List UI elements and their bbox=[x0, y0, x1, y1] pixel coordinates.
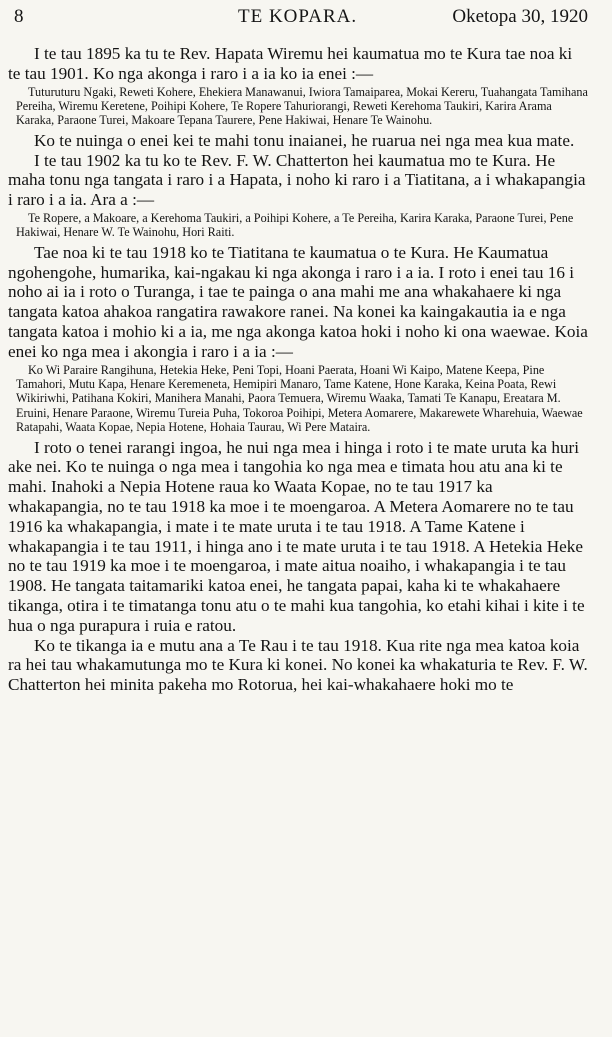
article-body bbox=[8, 44, 588, 695]
names-list-chatterton: Ko Wi Paraire Rangihuna, Hetekia Heke, Peni Topi, Hoani Paerata, Hoani Wi Kaipo, Matene Keepa, Pine Tamahori, Mutu Kapa, Henare Keremeneta, Hemipiri Manaro, Tame Katene, Hone Karaka, Keina Poata, Rewi Wikiriwhi, Patihana Kokiri, Manihera Manahi, Paora Temuera, Wiremu Waaka, Tamati Te Kanapu, Ereatara M. Eruini, Henare Paraone, Wiremu Tureia Puha, Tokoroa Poihipi, Metera Aomarere, Makarewete Wharehuia, Waewae Ratapahi, Waata Kopae, Nepia Hotene, Hohaia Taurau, Wi Pere Mataira. bbox=[16, 362, 583, 435]
paragraph-1918: Tae noa ki te tau 1918 ko te Tiatitana te kaumatua o te Kura. He Kaumatua ngohengohe, humarika, kai-ngakau ki nga akonga i raro i a ia. I roto i enei tau 16 i noho ai ia i roto o Turanga, i tae te painga o ana mahi me ana whakahaere ki nga tangata katoa ahakoa rangatira rawakore ranei. Na konei ka kaingakautia ia e nga tangata katoa i mohio ki a ia, me nga akonga katoa hoki i noho ki ona waewae. Koia enei ko nga mea i akongia i raro i a ia :— bbox=[8, 242, 588, 361]
paragraph-survivors: Ko te nuinga o enei kei te mahi tonu inaianei, he ruarua nei nga mea kua mate. bbox=[34, 130, 575, 150]
paragraph-epidemic: I roto o tenei rarangi ingoa, he nui nga mea i hinga i roto i te mate uruta ka huri ake nei. Ko te nuinga o nga mea i tangohia ko nga mea e timata hou atu ana ki te mahi. Inahoki a Nepia Hotene raua ko Waata Kopae, no te tau 1917 ka whakapangia, no te tau 1918 ka moe i te moengaroa. A Metera Aomarere no te tau 1916 ka whakapangia, i mate i te mate uruta i te tau 1918. A Tame Katene i whakapangia i te tau 1911, i hinga ano i te mate uruta i te tau 1918. A Hetekia Heke no te tau 1919 ka moe i te moengaroa, i mate aitua noaiho, i whakapangia i te tau 1908. He tangata taitamariki katoa enei, he tangata papai, kaha ki te whakahaere tikanga, otira i te timatanga tonu atu o te mahi kua tangohia, ko etahi kihai i kite i te hua o nga purapura i ruia e ratou. bbox=[8, 437, 585, 635]
names-list-chatterton-carryover: Te Ropere, a Makoare, a Kerehoma Taukiri, a Poihipi Kohere, a Te Pereiha, Karira Karaka, Paraone Turei, Pene Hakiwai, Henare W. Te Wainohu, Hori Raiti. bbox=[16, 211, 574, 240]
page-header bbox=[8, 8, 588, 32]
names-list-hapata: Tuturuturu Ngaki, Reweti Kohere, Ehekiera Manawanui, Iwiora Tamaiparea, Mokai Kereru, Tuahangata Tamihana Pereiha, Wiremu Keretene, Poihipi Kohere, Te Ropere Tahuriorangi, Reweti Kerehoma Taukiri, Karira Arama Karaka, Paraone Turei, Makoare Tepana Taurere, Pene Hakiwai, Henare Te Wainohu. bbox=[16, 84, 588, 128]
newspaper-title: TE KOPARA. bbox=[238, 6, 358, 27]
paragraph-1902: I te tau 1902 ka tu ko te Rev. F. W. Chatterton hei kaumatua mo te Kura. He maha tonu nga tangata i raro i a Hapata, i noho ki raro i a Tiatitana, a i whakapangia i raro i a ia. Ara a :— bbox=[8, 150, 586, 210]
page-number: 8 bbox=[14, 6, 24, 27]
paragraph-1895: I te tau 1895 ka tu te Rev. Hapata Wiremu hei kaumatua mo te Kura tae noa ki te tau 1901. Ko nga akonga i raro i a ia ko ia enei :— bbox=[8, 44, 573, 83]
issue-date: Oketopa 30, 1920 bbox=[452, 6, 588, 27]
paragraph-closing: Ko te tikanga ia e mutu ana a Te Rau i te tau 1918. Kua rite nga mea katoa koia ra hei tau whakamutunga mo te Kura ki konei. No konei ka whakaturia te Rev. F. W. Chatterton hei minita pakeha mo Rotorua, hei kai-whakahaere hoki mo te bbox=[8, 635, 588, 695]
newspaper-page bbox=[0, 8, 612, 1037]
